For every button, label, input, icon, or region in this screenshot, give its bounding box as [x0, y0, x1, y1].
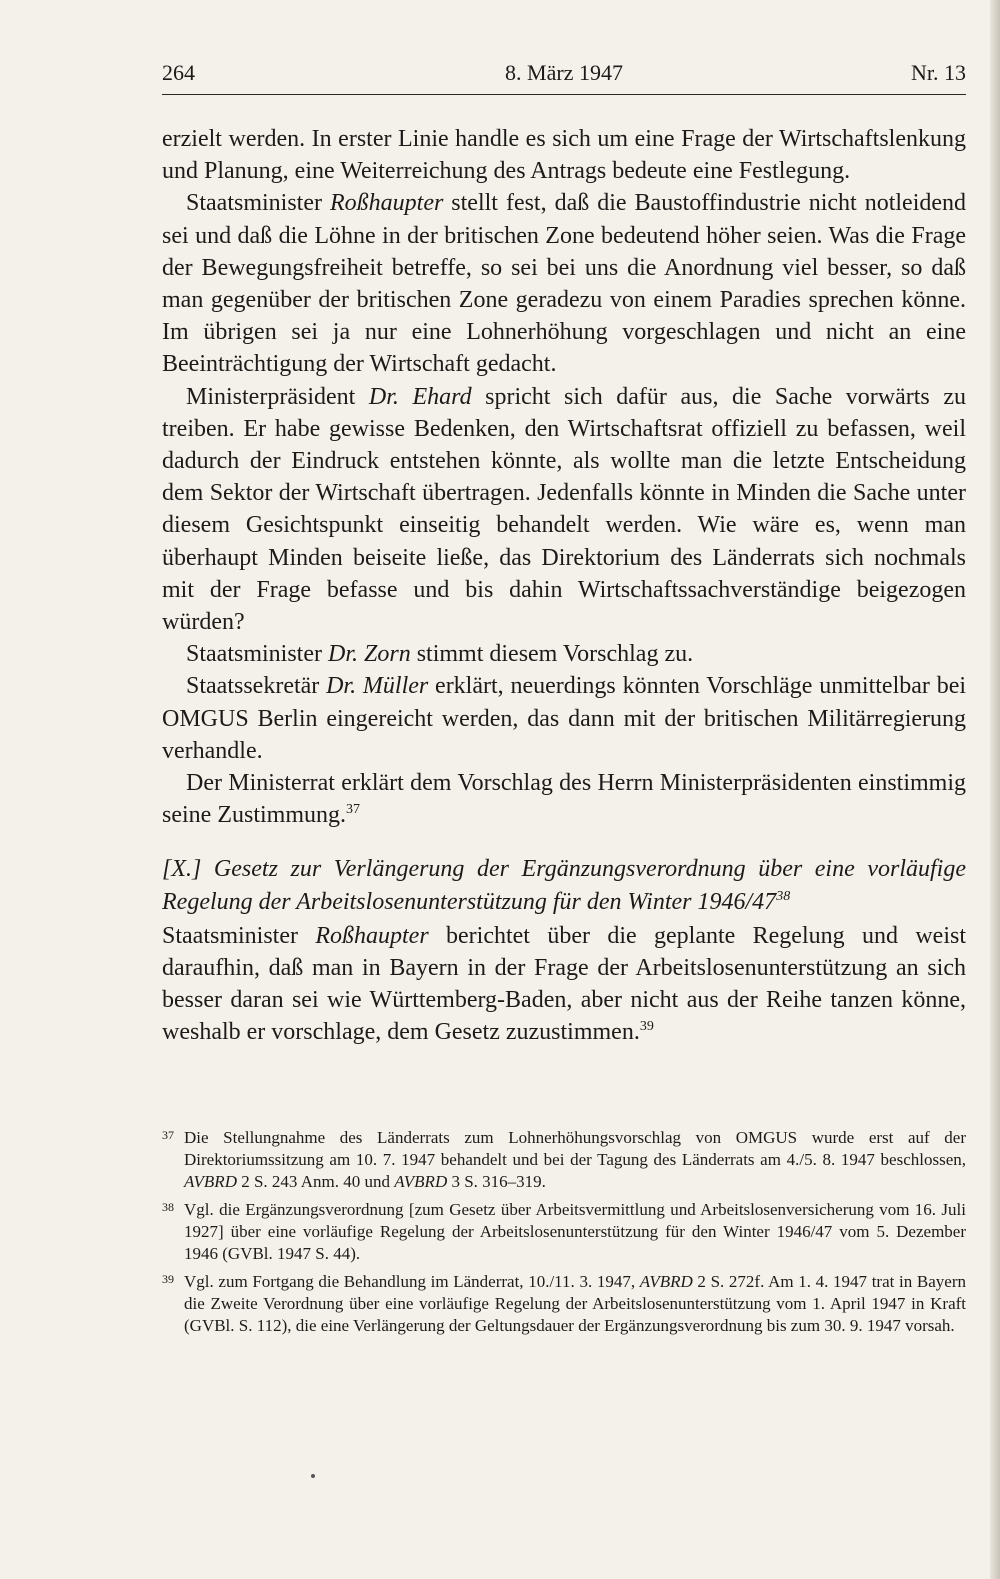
- paragraph-1: erzielt werden. In erster Linie handle es sich um eine Frage der Wirtschaftslenkung und Planung, eine Weiterreichung des Antrags bedeute eine Festlegung.: [162, 126, 966, 185]
- body-text: [162, 123, 966, 1049]
- paragraph-6: Der Ministerrat erklärt dem Vorschlag des Herrn Ministerpräsidenten einstimmig seine Zustimmung.$^{37}$: [162, 770, 966, 829]
- speaker-name: Ehard: [412, 383, 472, 410]
- speaker-name: Roßhaupter: [329, 190, 444, 217]
- footnote-number: 37: [162, 1127, 174, 1142]
- footnote-ref-37[interactable]: 37: [345, 802, 360, 818]
- footnote-number: 39: [162, 1271, 174, 1286]
- speaker-name: Müller: [362, 673, 429, 700]
- paragraph-3: Ministerpräsident Dr. Ehard spricht sich dafür aus, die Sache vorwärts zu treiben. Er habe gewisse Bedenken, den Wirtschaftsrat offiziell zu befassen, weil dadurch der Eindruck entstehen könnte, als wollte man die letzte Entscheidung dem Sektor der Wirtschaft übertragen. Jedenfalls könnte in Minden die Sache unter diesem Gesichtspunkt einseitig behandelt werden. Wie wäre es, wenn man überhaupt Minden beiseite ließe, das Direktorium des Länderrats sich nochmals mit der Frage befasse und bis dahin Wirtschaftssachverständige beigezogen würden?: [162, 383, 966, 636]
- speaker-title: Dr.: [326, 673, 357, 700]
- footnote-text: Vgl. die Ergänzungsverordnung [zum Gesetz über Arbeitsvermittlung und Arbeitslosenversicherung vom 16. Juli 1927] über eine vorläufige Regelung der Arbeitslosenunterstützung für den Winter 1946/47 vom 5. Dezember 1946 (GVBl. 1947 S. 44).: [184, 1199, 966, 1263]
- footnote-39: [162, 1271, 966, 1337]
- footnote-text: Die Stellungnahme des Länderrats zum Lohnerhöhungsvorschlag von OMGUS wurde erst auf der Direktoriumssitzung am 10. 7. 1947 behandelt und bei der Tagung des Länderrats am 4./5. 8. 1947 beschlossen, AVBRD 2 S. 243 Anm. 40 und AVBRD 3 S. 316–319.: [184, 1127, 966, 1191]
- section-heading: [X.] Gesetz zur Verlängerung der Ergänzungsverordnung über eine vorläufige Regelung der Arbeitslosenunterstützung für den Winter $1946/47^{38}$: [162, 856, 966, 915]
- header-date: 8. März 1947: [505, 60, 623, 85]
- footnote-number: 38: [162, 1199, 174, 1214]
- footnotes: [162, 1127, 966, 1337]
- footnote-ref-39[interactable]: 39: [639, 1019, 654, 1035]
- document-number: Nr. 13: [911, 60, 966, 85]
- running-header: [162, 56, 966, 95]
- paragraph-2: Staatsminister Roßhaupter stellt fest, daß die Baustoffindustrie nicht notleidend sei und daß die Löhne in der britischen Zone bedeutend höher seien. Was die Frage der Bewegungsfreiheit betreffe, so sei bei uns die Anordnung viel besser, so daß man gegenüber der britischen Zone geradezu von einem Paradies sprechen könne. Im übrigen sei ja nur eine Lohnerhöhung vorgeschlagen und nicht an eine Beeinträchtigung der Wirtschaft gedacht.: [162, 190, 967, 378]
- speaker-title: Dr.: [368, 383, 399, 410]
- footnote-text: Vgl. zum Fortgang die Behandlung im Länderrat, 10./11. 3. 1947, AVBRD 2 S. 272f. Am 1. 4. 1947 trat in Bayern die Zweite Verordnung über eine vorläufige Regelung der Arbeitslosenunterstützung vom 1. April 1947 in Kraft (GVBl. S. 112), die eine Verlängerung der Geltungsdauer der Ergänzungsverordnung bis zum 30. 9. 1947 vorsah.: [184, 1271, 966, 1335]
- paragraph-5: Staatssekretär Dr. Müller erklärt, neuerdings könnten Vorschläge unmittelbar bei OMGUS Berlin eingereicht werden, das dann mit der britischen Militärregierung verhandle.: [162, 673, 967, 764]
- footnote-37: [162, 1127, 966, 1193]
- page-speck: [311, 1474, 315, 1478]
- speaker-name: Zorn: [364, 641, 411, 668]
- page-number: 264: [162, 60, 195, 85]
- paragraph-7: Staatsminister Roßhaupter berichtet über die geplante Regelung und weist daraufhin, daß man in Bayern in der Frage der Arbeitslosenunterstützung an sich besser daran sei wie Württemberg-Baden, aber nicht aus der Reihe tanzen könne, weshalb er vorschlage, dem Gesetz zuzustimmen.$^{39}$: [162, 922, 966, 1046]
- footnote-38: [162, 1199, 966, 1265]
- speaker-title: Dr.: [327, 641, 358, 668]
- footnote-ref-38[interactable]: 38: [776, 888, 791, 904]
- paragraph-4: Staatsminister Dr. Zorn stimmt diesem Vorschlag zu.: [186, 641, 694, 668]
- document-page: [162, 56, 966, 1343]
- speaker-name: Roßhaupter: [315, 922, 429, 949]
- page-edge-shadow: [990, 0, 1000, 1579]
